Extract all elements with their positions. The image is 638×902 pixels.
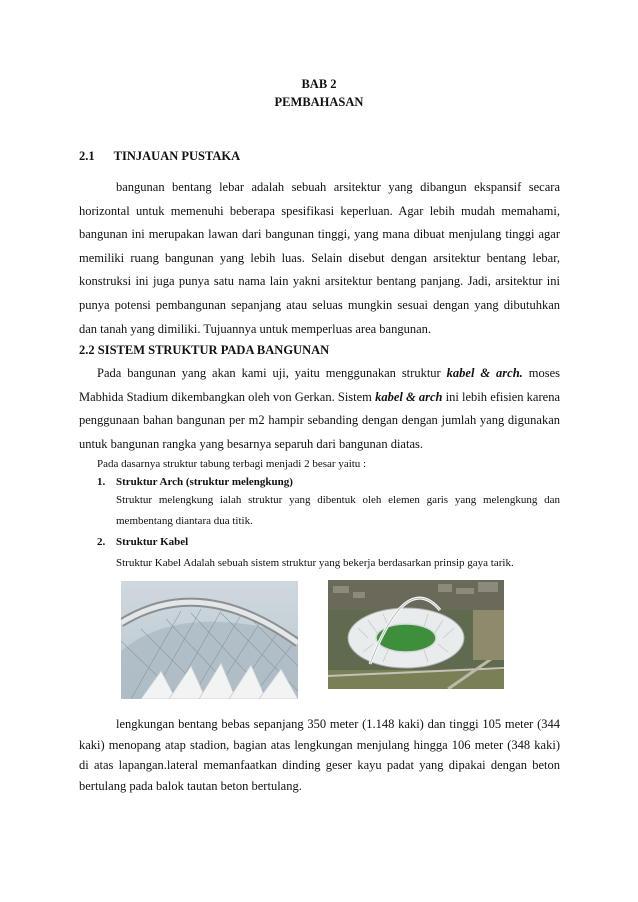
section-1-number: 2.1 (79, 149, 95, 163)
arch-roof-photo (121, 581, 298, 699)
structure-intro: Pada dasarnya struktur tabung terbagi menjadi 2 besar yaitu : (97, 458, 367, 470)
section-1-paragraph: bangunan bentang lebar adalah sebuah arsitektur yang dibangun ekspansif secara horizontal untuk memenuhi beberapa spesifikasi keperluan. Agar lebih mudah memahami, bangunan ini merupakan lawan dari bangunan tinggi, yang mana dibuat menjulang tinggi agar memiliki ruang bangunan yang lebih luas. Selain disebut dengan arsitektur bentang lebar, konstruksi ini juga punya satu nama lain yakni arsitektur bentang panjang. Jadi, arsitektur ini punya potensi pembangunan sepanjang atau seluas mungkin sesuai dengan yang dibutuhkan dan tanah yang dimiliki. Tujuannya untuk memperluas area bangunan. (79, 180, 560, 336)
section-1-heading (79, 149, 240, 164)
section-2-heading: 2.2 SISTEM STRUKTUR PADA BANGUNAN (79, 343, 330, 357)
list-item-number: 2. (97, 536, 106, 548)
closing-paragraph: lengkungan bentang bebas sepanjang 350 meter (1.148 kaki) dan tinggi 105 meter (344 kaki) menopang atap stadion, bagian atas lengkungan menjulang hingga 106 meter (348 kaki) di atas lapangan.lateral memanfaatkan dinding geser kayu padat yang dipakai dengan beton bertulang pada balok tautan beton bertulang. (79, 717, 560, 793)
emphasis-text: kabel & arch. (446, 366, 523, 380)
text-run: Pada bangunan yang akan kami uji, yaitu menggunakan struktur (97, 366, 447, 380)
list-item-title: Struktur Arch (struktur melengkung) (116, 476, 293, 488)
emphasis-text: kabel & arch (375, 389, 443, 404)
text-run: moses Mabhida Stadium dikembangkan oleh von Gerkan. Sistem (79, 366, 560, 404)
list-item-number: 1. (97, 476, 106, 488)
stadium-aerial-illustration (328, 580, 504, 689)
list-item-title: Struktur Kabel (116, 536, 189, 548)
chapter-number: BAB 2 (301, 77, 337, 91)
text-run: ini lebih efisien karena penggunaan bahan bangunan per m2 hampir sebanding dengan dengan jumlah yang digunakan untuk bangunan rangka yang besarnya separuh dari bangunan diatas. (79, 389, 560, 451)
list-item-description: Struktur melengkung ialah struktur yang dibentuk oleh elemen garis yang melengkung dan membentang diantara dua titik. (116, 494, 560, 527)
list-item-description: Struktur Kabel Adalah sebuah sistem struktur yang bekerja berdasarkan prinsip gaya tarik. (116, 557, 514, 569)
section-1-title: TINJAUAN PUSTAKA (113, 149, 241, 163)
arch-roof-illustration (121, 581, 298, 699)
section-2-paragraph (79, 362, 560, 456)
chapter-title: PEMBAHASAN (274, 95, 364, 109)
stadium-aerial-photo (328, 580, 504, 689)
